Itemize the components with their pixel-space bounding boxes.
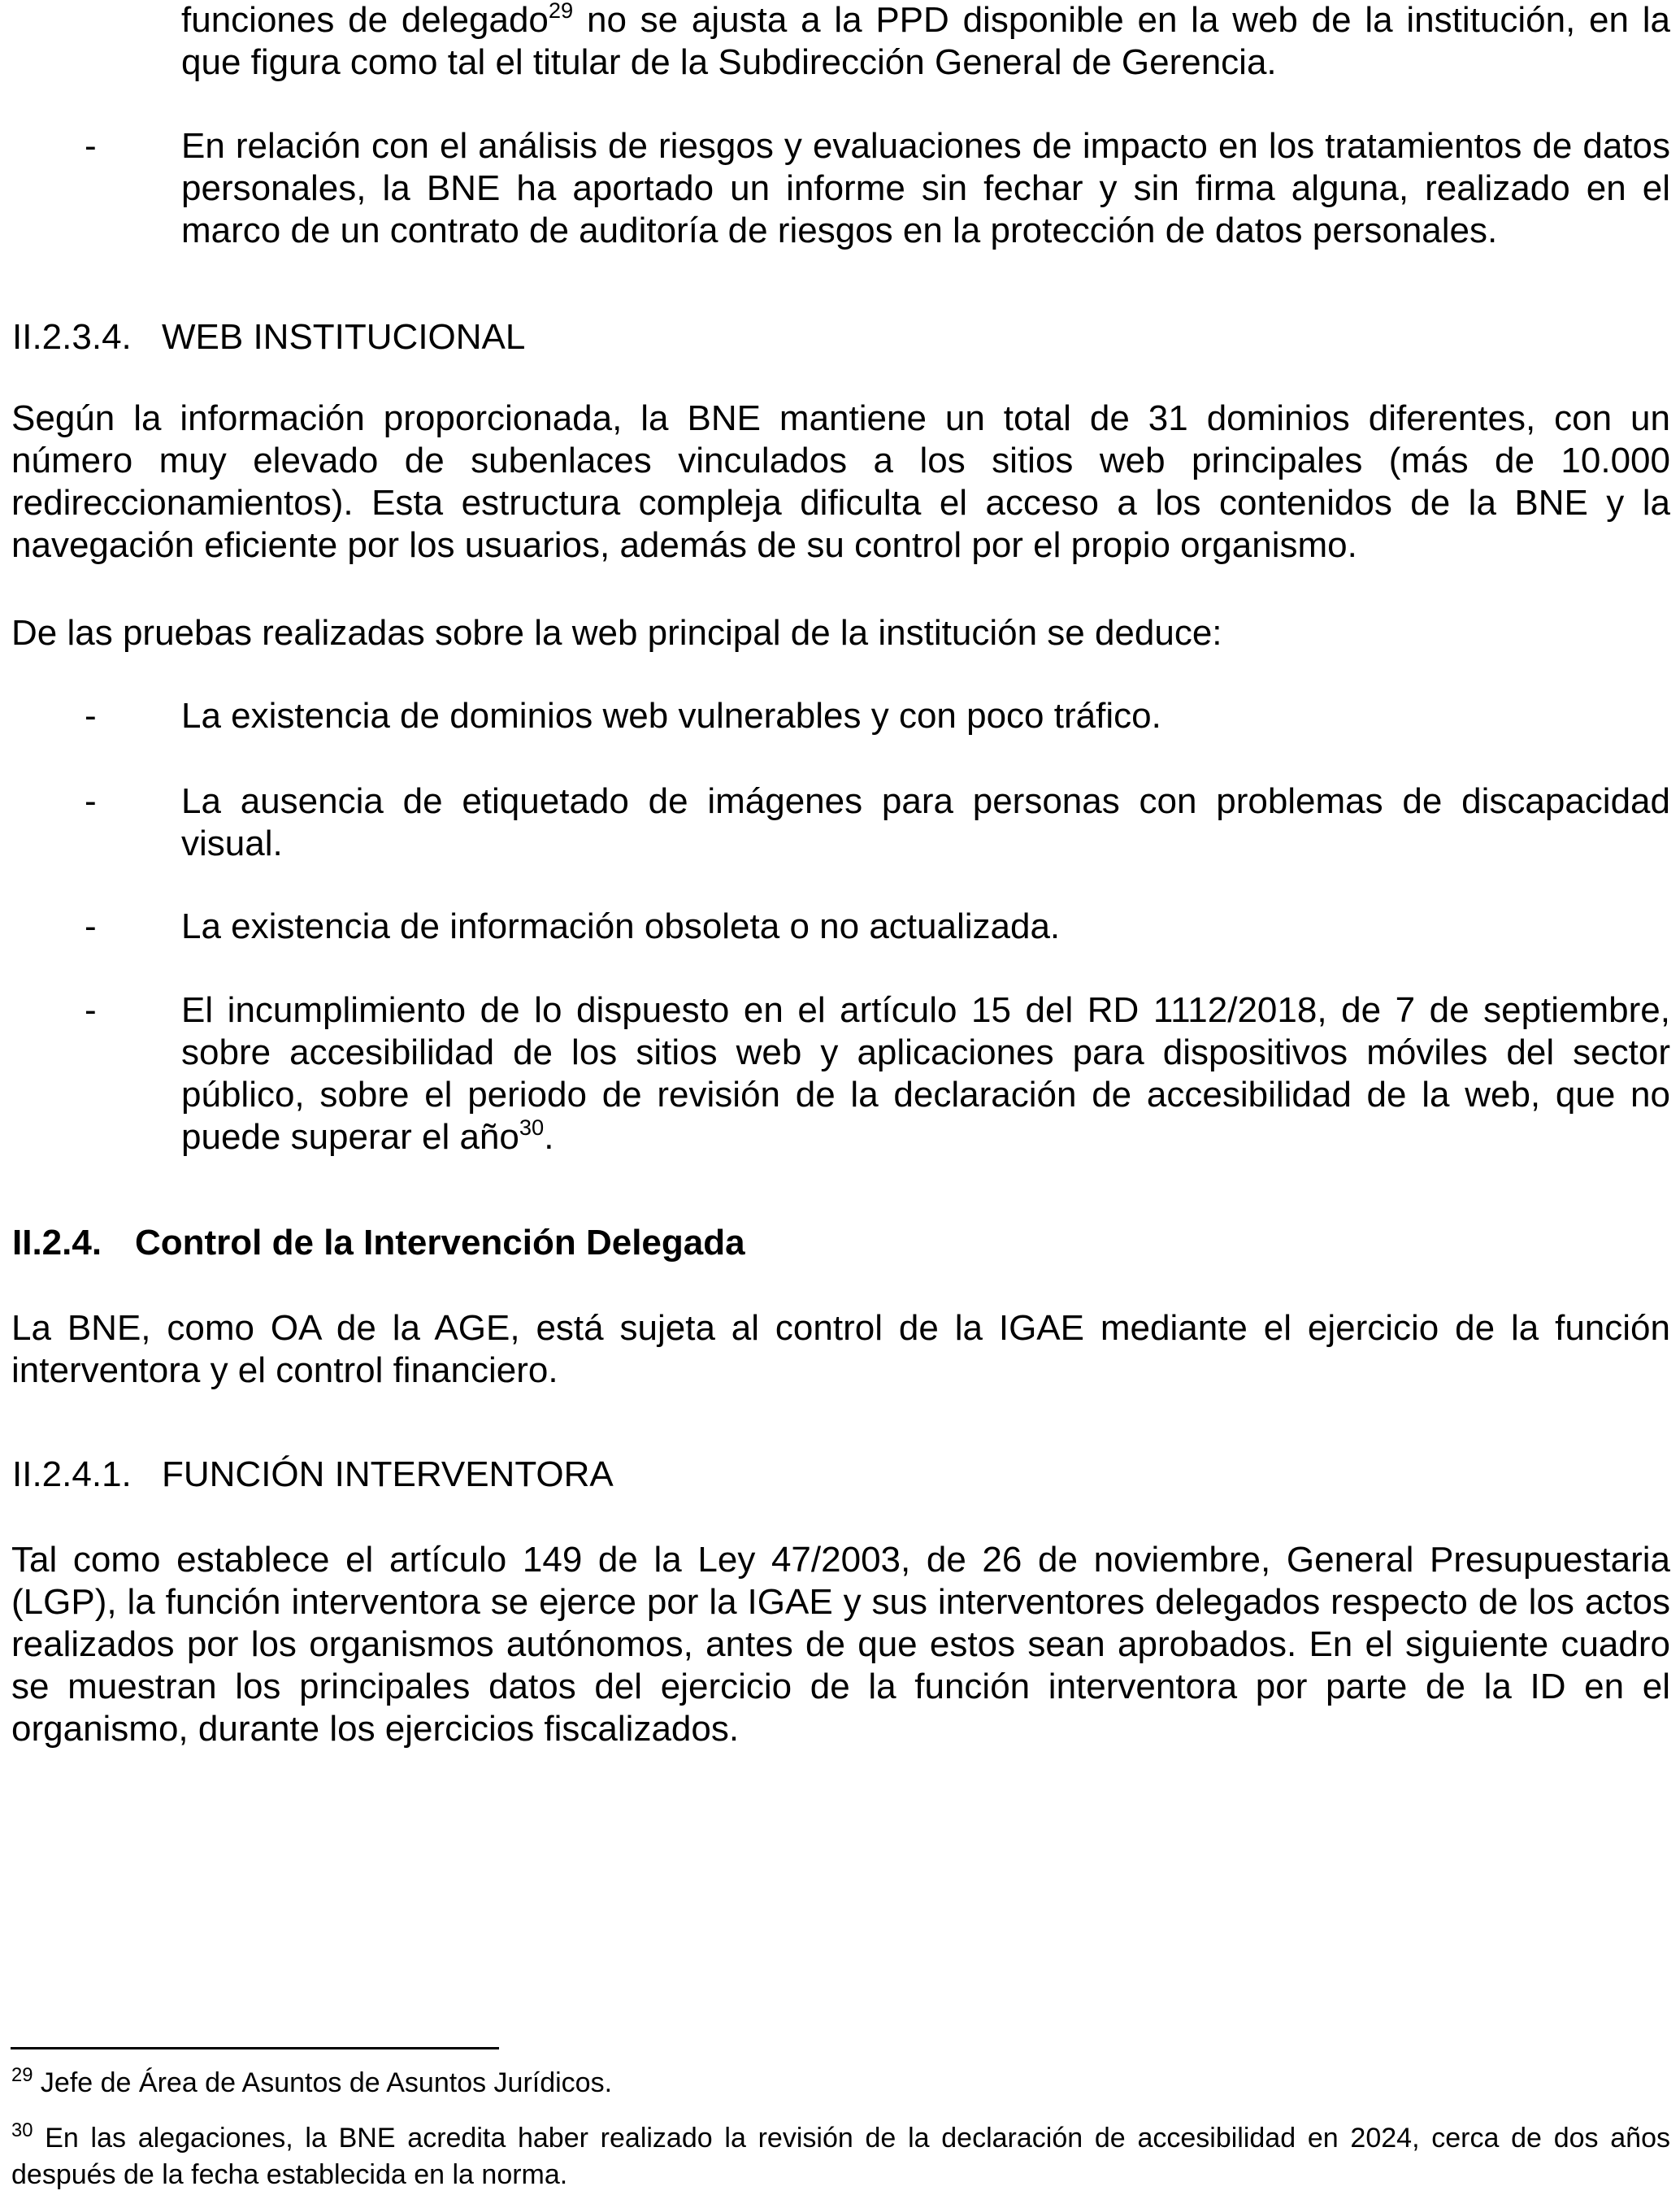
web-intro: De las pruebas realizadas sobre la web principal de la institución se deduce: — [11, 613, 1222, 653]
web-bullet-3: La existencia de información obsoleta o no actualizada. — [181, 906, 1061, 946]
control-paragraph: La BNE, como OA de la AGE, está sujeta al control de la IGAE mediante el ejercicio de la función interventora y el control financiero. — [11, 1308, 1670, 1390]
web-bullet-4 — [181, 989, 1670, 1158]
section-heading-web-institucional — [12, 316, 525, 359]
footnote-separator — [11, 2047, 499, 2049]
paragraph-text: funciones de delegado — [181, 0, 549, 40]
section-title: FUNCIÓN INTERVENTORA — [162, 1454, 614, 1494]
section-number: II.2.4.1. — [12, 1454, 132, 1494]
bullet-dash: - — [85, 126, 97, 166]
footnote-ref-30[interactable]: 30 — [519, 1115, 545, 1141]
bullet-dash: - — [85, 781, 97, 821]
section-number: II.2.4. — [12, 1223, 102, 1263]
footnote-ref-29[interactable]: 29 — [548, 0, 574, 24]
footnote-number: 29 — [11, 2063, 33, 2086]
web-paragraph: Según la información proporcionada, la BNE mantiene un total de 31 dominios diferentes, con un número muy elevado de subenlaces vinculados a los sitios web principales (más de 10.000 redireccionamientos). Esta estructura compleja dificulta el acceso a los contenidos de la BNE y la navegación eficiente por los usuarios, además de su control por el propio organismo. — [11, 398, 1670, 565]
web-bullet-1: La existencia de dominios web vulnerables y con poco tráfico. — [181, 696, 1161, 736]
funcion-paragraph: Tal como establece el artículo 149 de la Ley 47/2003, de 26 de noviembre, General Presupuestaria (LGP), la función interventora se ejerce por la IGAE y sus interventores delegados respecto de los actos realizados por los organismos autónomos, antes de que estos sean aprobados. En el siguiente cuadro se muestran los principales datos del ejercicio de la función interventora por parte de la ID en el organismo, durante los ejercicios fiscalizados. — [11, 1540, 1670, 1749]
section-heading-control-intervencion — [12, 1222, 745, 1264]
footnote-30 — [11, 2120, 1670, 2193]
section-heading-funcion-interventora — [12, 1454, 614, 1496]
section-title: Control de la Intervención Delegada — [135, 1223, 745, 1263]
bullet-dash: - — [85, 990, 97, 1030]
bullet-risk-analysis: En relación con el análisis de riesgos y evaluaciones de impacto en los tratamientos de datos personales, la BNE ha aportado un informe sin fechar y sin firma alguna, realizado en el marco de un contrato de auditoría de riesgos en la protección de datos personales. — [181, 126, 1670, 250]
section-title: WEB INSTITUCIONAL — [162, 317, 526, 357]
paragraph-text: no se ajusta a la PPD disponible en la web de la institución, en la que figura como tal el titular de la Subdirección General de Gerencia. — [181, 0, 1670, 82]
bullet-text: El incumplimiento de lo dispuesto en el artículo 15 del RD 1112/2018, de 7 de septiembre, sobre accesibilidad de los sitios web y aplicaciones para dispositivos móviles del sector público, sobre el periodo de revisión de la declaración de accesibilidad de la web, que no puede superar el año — [181, 990, 1670, 1157]
footnote-number: 30 — [11, 2119, 33, 2141]
footnote-text: Jefe de Área de Asuntos de Asuntos Jurídicos. — [33, 2067, 613, 2098]
bullet-dash: - — [85, 696, 97, 736]
bullet-dash: - — [85, 906, 97, 946]
web-bullet-2: La ausencia de etiquetado de imágenes para personas con problemas de discapacidad visual. — [181, 781, 1670, 863]
section-number: II.2.3.4. — [12, 317, 132, 357]
footnote-text: En las alegaciones, la BNE acredita haber realizado la revisión de la declaración de accesibilidad en 2024, cerca de dos años después de la fecha establecida en la norma. — [11, 2123, 1670, 2190]
footnote-29 — [11, 2065, 1670, 2102]
bullet-text-end: . — [544, 1117, 554, 1157]
continuation-paragraph — [181, 0, 1670, 84]
